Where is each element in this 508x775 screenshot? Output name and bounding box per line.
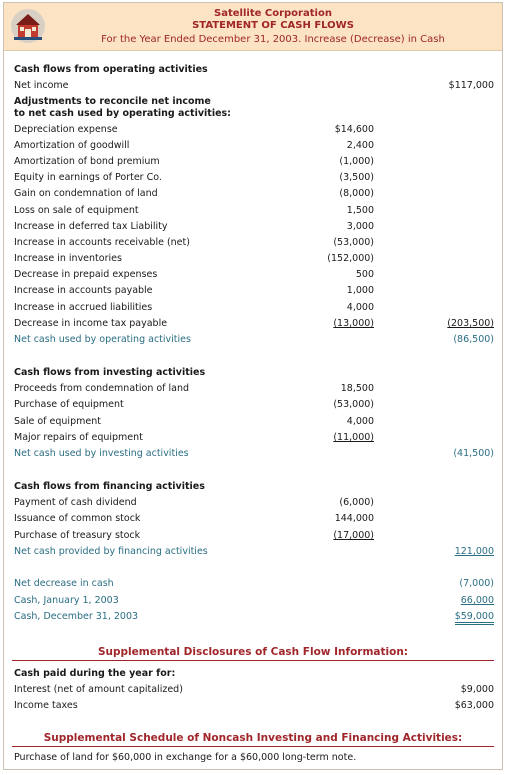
row-label: Interest (net of amount capitalized): [14, 684, 183, 695]
line-item: [4, 399, 502, 415]
row-label: Equity in earnings of Porter Co.: [14, 172, 162, 183]
row-label: Net cash used by investing activities: [14, 448, 189, 459]
line-item: [4, 253, 502, 269]
row-label: Income taxes: [14, 700, 78, 711]
row-label: Major repairs of equipment: [14, 432, 143, 443]
line-item: [4, 684, 502, 700]
noncash-row: [4, 752, 502, 768]
investing-heading-row: [4, 367, 502, 383]
adjust-heading-row-2: [4, 108, 502, 124]
row-amount: 1,500: [346, 205, 374, 216]
divider: [12, 660, 494, 661]
net-cash-row: [4, 546, 502, 562]
row-amount: $14,600: [334, 124, 374, 135]
row-total: (203,500): [447, 318, 494, 329]
financing-heading-row: [4, 481, 502, 497]
row-amount: 500: [355, 269, 374, 280]
statement-frame: [3, 2, 503, 770]
row-amount: (6,000): [339, 497, 374, 508]
line-item: [4, 416, 502, 432]
row-amount: 4,000: [346, 302, 374, 313]
row-label: Payment of cash dividend: [14, 497, 137, 508]
row-amount: (53,000): [333, 399, 374, 410]
row-amount: 144,000: [334, 513, 374, 524]
adjust-heading-2: to net cash used by operating activities:: [14, 108, 231, 119]
divider: [12, 746, 494, 747]
row-total: $117,000: [448, 80, 494, 91]
row-label: Increase in accounts payable: [14, 285, 153, 296]
line-item: [4, 302, 502, 318]
row-label: Net cash provided by financing activities: [14, 546, 208, 557]
row-amount: (11,000): [333, 432, 374, 443]
row-label: Cash, January 1, 2003: [14, 595, 119, 606]
row-amount: (1,000): [339, 156, 374, 167]
row-amount: 18,500: [340, 383, 374, 394]
line-item: [4, 156, 502, 172]
row-amount: (17,000): [333, 530, 374, 541]
noncash-title: Supplemental Schedule of Noncash Investing and Financing Activities:: [43, 732, 463, 744]
line-item: [4, 285, 502, 301]
row-label: Net decrease in cash: [14, 578, 114, 589]
row-label: Increase in accounts receivable (net): [14, 237, 190, 248]
cash-paid-heading-row: [4, 668, 502, 684]
line-item: [4, 188, 502, 204]
line-item: [4, 700, 502, 716]
house-logo-icon: [10, 8, 46, 44]
row-label: Proceeds from condemnation of land: [14, 383, 190, 394]
row-label: Increase in deferred tax Liability: [14, 221, 168, 232]
row-amount: (3,500): [339, 172, 374, 183]
summary-row: [4, 578, 502, 594]
line-item: [4, 221, 502, 237]
row-label: Increase in accrued liabilities: [14, 302, 153, 313]
line-item: [4, 140, 502, 156]
row-label: Increase in inventories: [14, 253, 122, 264]
row-total: $9,000: [460, 684, 494, 695]
adjust-heading-1: Adjustments to reconcile net income: [14, 96, 211, 107]
row-amount: (53,000): [333, 237, 374, 248]
line-item: [4, 318, 502, 334]
row-label: Amortization of bond premium: [14, 156, 160, 167]
line-item: [4, 530, 502, 546]
statement-header: [4, 3, 502, 51]
line-item: [4, 172, 502, 188]
section-heading: Cash paid during the year for:: [14, 668, 176, 679]
supplemental-title: Supplemental Disclosures of Cash Flow Information:: [97, 646, 409, 658]
section-heading: Cash flows from operating activities: [14, 64, 208, 75]
row-total: 121,000: [454, 546, 494, 557]
row-label: Net cash used by operating activities: [14, 334, 191, 345]
net-income-row: [4, 80, 502, 96]
summary-row: [4, 595, 502, 611]
line-item: [4, 237, 502, 253]
line-item: [4, 205, 502, 221]
row-amount: (8,000): [339, 188, 374, 199]
row-label: Decrease in prepaid expenses: [14, 269, 158, 280]
line-item: [4, 432, 502, 448]
line-item: [4, 124, 502, 140]
row-label: Decrease in income tax payable: [14, 318, 168, 329]
noncash-text: Purchase of land for $60,000 in exchange for a $60,000 long-term note.: [14, 752, 357, 763]
net-cash-row: [4, 448, 502, 464]
row-total: $63,000: [454, 700, 494, 711]
row-total: 66,000: [460, 595, 494, 606]
section-heading: Cash flows from investing activities: [14, 367, 206, 378]
row-amount: 3,000: [346, 221, 374, 232]
row-label: Gain on condemnation of land: [14, 188, 158, 199]
line-item: [4, 513, 502, 529]
company-name: Satellite Corporation: [214, 8, 332, 19]
row-total: (86,500): [453, 334, 494, 345]
row-label: Purchase of treasury stock: [14, 530, 141, 541]
row-amount: 4,000: [346, 416, 374, 427]
statement-title: STATEMENT OF CASH FLOWS: [192, 20, 354, 31]
row-label: Net income: [14, 80, 69, 91]
row-total: (7,000): [459, 578, 494, 589]
row-label: Purchase of equipment: [14, 399, 124, 410]
line-item: [4, 383, 502, 399]
row-total: (41,500): [453, 448, 494, 459]
row-label: Sale of equipment: [14, 416, 101, 427]
net-cash-row: [4, 334, 502, 350]
row-label: Issuance of common stock: [14, 513, 141, 524]
row-amount: (13,000): [333, 318, 374, 329]
row-label: Depreciation expense: [14, 124, 118, 135]
row-amount: 1,000: [346, 285, 374, 296]
row-amount: (152,000): [327, 253, 374, 264]
row-total: $59,000: [455, 611, 494, 625]
operating-heading-row: [4, 64, 502, 80]
row-label: Cash, December 31, 2003: [14, 611, 139, 622]
summary-row: [4, 611, 502, 627]
line-item: [4, 497, 502, 513]
section-heading: Cash flows from financing activities: [14, 481, 205, 492]
row-label: Amortization of goodwill: [14, 140, 130, 151]
row-amount: 2,400: [346, 140, 374, 151]
statement-period: For the Year Ended December 31, 2003. Increase (Decrease) in Cash: [101, 34, 445, 45]
row-label: Loss on sale of equipment: [14, 205, 139, 216]
line-item: [4, 269, 502, 285]
